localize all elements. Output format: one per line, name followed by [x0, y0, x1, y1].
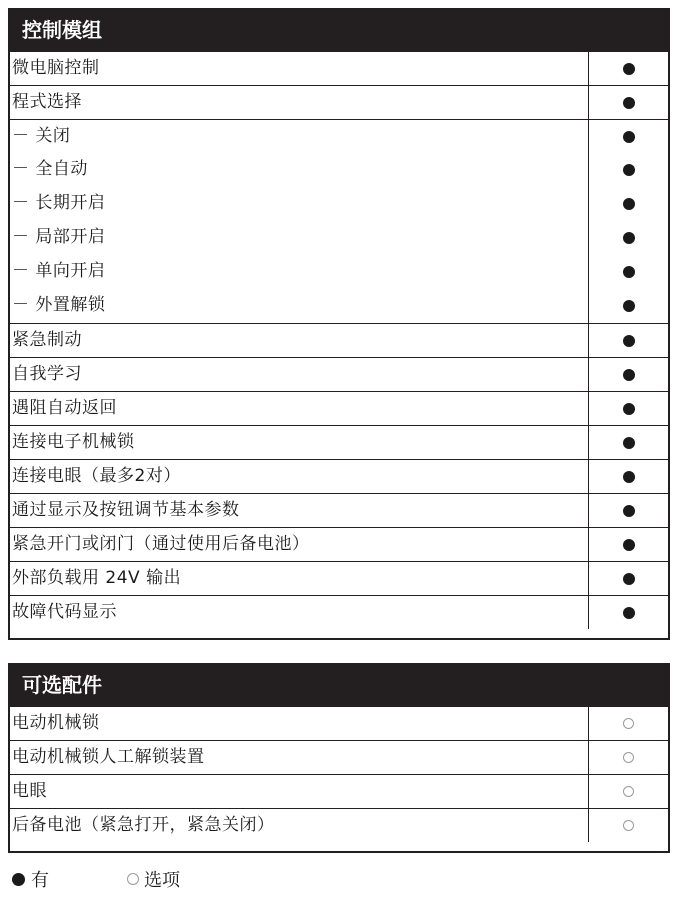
row-label: 电动机械锁: [12, 713, 100, 733]
table-row: [10, 595, 668, 629]
optional-parts-title: 可选配件: [10, 665, 668, 706]
table-row: [10, 323, 668, 357]
table-row: [10, 740, 668, 774]
filled-circle-icon: [623, 266, 635, 278]
table-row: [10, 119, 668, 153]
legend-option: [127, 866, 180, 892]
filled-circle-icon: [623, 300, 635, 312]
hollow-circle-icon: [623, 786, 634, 797]
filled-circle-icon: [623, 131, 635, 143]
row-label: 电动机械锁人工解锁装置: [12, 747, 205, 767]
row-label: － 关闭: [12, 126, 71, 146]
filled-circle-icon: [623, 97, 635, 109]
table-row: [10, 425, 668, 459]
row-mark-cell: [588, 120, 668, 153]
filled-circle-icon: [623, 607, 635, 619]
hollow-circle-icon: [623, 752, 634, 763]
table-row: [10, 85, 668, 119]
filled-circle-icon: [623, 403, 635, 415]
row-label: 通过显示及按钮调节基本参数: [12, 500, 240, 520]
control-module-title: 控制模组: [10, 10, 668, 51]
row-mark-cell: [588, 528, 668, 561]
row-mark-cell: [588, 775, 668, 808]
row-label: 程式选择: [12, 92, 82, 112]
row-mark-cell: [588, 52, 668, 85]
row-label: 故障代码显示: [12, 602, 117, 622]
table-row: [10, 527, 668, 561]
row-label: 紧急制动: [12, 330, 82, 350]
row-mark-cell: [588, 562, 668, 595]
filled-circle-icon: [623, 573, 635, 585]
table-row: [10, 774, 668, 808]
row-mark-cell: [588, 460, 668, 493]
legend: [12, 866, 258, 892]
row-label: － 长期开启: [12, 193, 106, 213]
filled-circle-icon: [623, 164, 635, 176]
table-row: [10, 153, 668, 187]
control-module-rows: [10, 51, 668, 629]
row-mark-cell: [588, 809, 668, 842]
row-mark-cell: [588, 494, 668, 527]
row-mark-cell: [588, 741, 668, 774]
row-label: 后备电池（紧急打开，紧急关闭）: [12, 815, 275, 835]
row-label: 连接电子机械锁: [12, 432, 135, 452]
row-mark-cell: [588, 707, 668, 740]
row-label: － 全自动: [12, 159, 88, 179]
row-label: － 单向开启: [12, 261, 106, 281]
row-label: 连接电眼（最多2对）: [12, 466, 181, 486]
row-mark-cell: [588, 86, 668, 119]
table-row: [10, 289, 668, 323]
filled-circle-icon: [623, 232, 635, 244]
table-row: [10, 255, 668, 289]
filled-circle-icon: [623, 63, 635, 75]
row-mark-cell: [588, 358, 668, 391]
row-mark-cell: [588, 187, 668, 221]
row-label: 遇阻自动返回: [12, 398, 117, 418]
row-mark-cell: [588, 221, 668, 255]
optional-parts-table: [8, 663, 670, 853]
filled-circle-icon: [623, 437, 635, 449]
filled-circle-icon: [12, 873, 25, 886]
table-row: [10, 493, 668, 527]
table-row: [10, 221, 668, 255]
row-label: 紧急开门或闭门（通过使用后备电池）: [12, 534, 310, 554]
legend-standard-label: 有: [31, 870, 49, 891]
legend-option-label: 选项: [144, 870, 180, 891]
filled-circle-icon: [623, 471, 635, 483]
table-row: [10, 391, 668, 425]
hollow-circle-icon: [623, 718, 634, 729]
hollow-circle-icon: [623, 820, 634, 831]
row-mark-cell: [588, 596, 668, 629]
table-row: [10, 561, 668, 595]
row-label: － 外置解锁: [12, 295, 106, 315]
filled-circle-icon: [623, 335, 635, 347]
row-label: 电眼: [12, 781, 47, 801]
filled-circle-icon: [623, 198, 635, 210]
table-row: [10, 706, 668, 740]
hollow-circle-icon: [127, 873, 139, 885]
table-row: [10, 459, 668, 493]
row-mark-cell: [588, 324, 668, 357]
row-label: 微电脑控制: [12, 58, 100, 78]
row-mark-cell: [588, 153, 668, 187]
control-module-table: [8, 8, 670, 640]
table-row: [10, 357, 668, 391]
row-label: 自我学习: [12, 364, 82, 384]
row-label: － 局部开启: [12, 227, 106, 247]
row-mark-cell: [588, 255, 668, 289]
table-row: [10, 51, 668, 85]
table-row: [10, 808, 668, 842]
row-label: 外部负载用 24V 输出: [12, 568, 182, 588]
row-mark-cell: [588, 392, 668, 425]
filled-circle-icon: [623, 505, 635, 517]
filled-circle-icon: [623, 369, 635, 381]
legend-standard: [12, 866, 49, 892]
table-row: [10, 187, 668, 221]
row-mark-cell: [588, 289, 668, 323]
row-mark-cell: [588, 426, 668, 459]
filled-circle-icon: [623, 539, 635, 551]
optional-parts-rows: [10, 706, 668, 842]
